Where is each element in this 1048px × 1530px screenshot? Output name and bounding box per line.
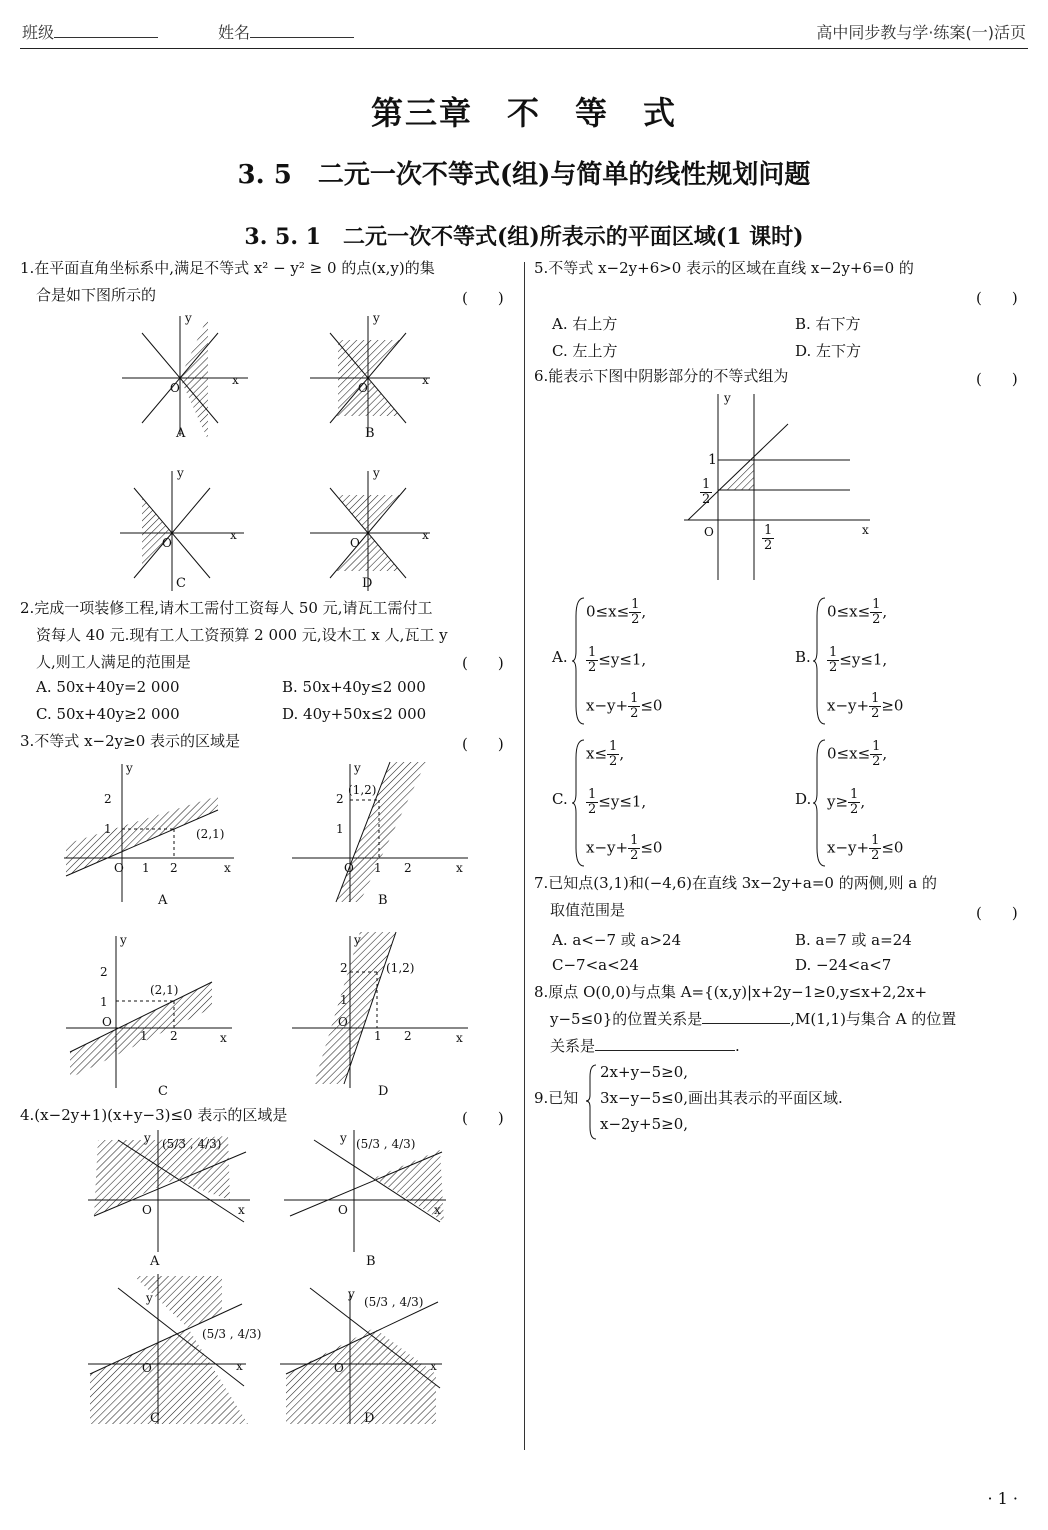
svg-text:2: 2 xyxy=(404,1029,412,1043)
q5-option-d[interactable]: D. 左下方 xyxy=(795,342,862,360)
q6-axis-half-x: $\frac{1}{2}$ xyxy=(764,523,773,553)
q5-option-a[interactable]: A. 右上方 xyxy=(552,315,618,333)
svg-text:2: 2 xyxy=(404,861,412,875)
series-title: 高中同步教与学·练案(一)活页 xyxy=(816,23,1026,42)
q5-option-b[interactable]: B. 右下方 xyxy=(795,315,861,333)
q6-text: 6.能表示下图中阴影部分的不等式组为 xyxy=(534,367,789,385)
svg-text:y: y xyxy=(354,933,361,947)
svg-text:x: x xyxy=(224,861,231,875)
q3-label-d: D xyxy=(378,1084,389,1099)
svg-text:O: O xyxy=(344,861,354,875)
svg-text:y: y xyxy=(348,1287,355,1301)
svg-text:(1,2): (1,2) xyxy=(348,783,377,797)
svg-text:(2,1): (2,1) xyxy=(196,827,225,841)
svg-text:1: 1 xyxy=(340,993,348,1007)
svg-text:2: 2 xyxy=(170,861,178,875)
q1-graph-b xyxy=(310,311,430,436)
svg-text:(1,2): (1,2) xyxy=(386,961,415,975)
svg-text:x: x xyxy=(456,1031,463,1045)
svg-text:O: O xyxy=(162,536,172,550)
q1-paren[interactable]: ( ) xyxy=(462,289,504,307)
q6-paren[interactable]: ( ) xyxy=(976,370,1018,388)
svg-text:y: y xyxy=(146,1291,153,1305)
svg-text:O: O xyxy=(142,1361,152,1375)
svg-text:1: 1 xyxy=(104,822,112,836)
svg-text:x: x xyxy=(434,1203,441,1217)
q8-text: 8.原点 O(0,0)与点集 A={(x,y)|x+2y−1≥0,y≤x+2,2x+ y−5≤0}的位置关系是 ,M(1,1)与集合 A 的位置 关系是 . xyxy=(534,983,957,1055)
svg-text:x: x xyxy=(422,528,429,542)
q3-paren[interactable]: ( ) xyxy=(462,735,504,753)
q4-graph-a xyxy=(88,1130,250,1252)
svg-text:x: x xyxy=(236,1359,243,1373)
svg-text:(2,1): (2,1) xyxy=(150,983,179,997)
q2-option-d[interactable]: D. 40y+50x≤2 000 xyxy=(282,705,427,723)
q4-text: 4.(x−2y+1)(x+y−3)≤0 表示的区域是 xyxy=(20,1106,288,1124)
svg-text:y: y xyxy=(373,466,380,480)
q1-graph-c xyxy=(120,466,244,591)
q1-graph-a xyxy=(122,311,248,440)
svg-text:O: O xyxy=(350,536,360,550)
q3-graph-a xyxy=(64,761,234,902)
svg-text:1: 1 xyxy=(142,861,150,875)
svg-text:O: O xyxy=(102,1015,112,1029)
q4-label-c: C xyxy=(150,1411,160,1426)
q4-label-d: D xyxy=(364,1411,375,1426)
svg-text:x: x xyxy=(238,1203,245,1217)
svg-text:O: O xyxy=(114,861,124,875)
class-label: 班级 xyxy=(22,23,55,42)
subsection-title: 3. 5. 1 二元一次不等式(组)所表示的平面区域(1 课时) xyxy=(244,224,804,250)
svg-text:O: O xyxy=(704,525,714,539)
q7-option-b[interactable]: B. a=7 或 a=24 xyxy=(795,931,912,949)
q4-graph-b xyxy=(284,1130,446,1252)
q6-axis-half-y: $\frac{1}{2}$ xyxy=(702,477,711,507)
chapter-title: 第三章 不 等 式 xyxy=(370,94,678,132)
svg-text:x: x xyxy=(862,523,869,537)
q7-option-d[interactable]: D. −24<a<7 xyxy=(795,956,892,974)
svg-text:y: y xyxy=(354,761,361,775)
svg-text:y: y xyxy=(373,311,380,325)
svg-text:y: y xyxy=(126,761,133,775)
svg-text:1: 1 xyxy=(336,822,344,836)
q7-paren[interactable]: ( ) xyxy=(976,904,1018,922)
svg-text:1: 1 xyxy=(374,861,382,875)
q2-text: 2.完成一项装修工程,请木工需付工资每人 50 元,请瓦工需付工 资每人 40 元.现有工人工资预算 2 000 元,设木工 x 人,瓦工 y 人,则工人满足的范围是 xyxy=(20,599,448,671)
q3-graph-d xyxy=(292,932,468,1088)
q4-graph-c xyxy=(88,1274,261,1424)
q4-graph-d xyxy=(280,1287,442,1424)
q1-label-a: A xyxy=(176,426,186,441)
q5-option-c[interactable]: C. 左上方 xyxy=(552,342,618,360)
svg-text:y: y xyxy=(724,391,731,405)
svg-text:O: O xyxy=(358,381,368,395)
q6-axis-one: 1 xyxy=(708,452,717,468)
svg-text:y: y xyxy=(177,466,184,480)
q2-option-b[interactable]: B. 50x+40y≤2 000 xyxy=(282,678,426,696)
q3-graph-c xyxy=(66,933,232,1088)
svg-text:2: 2 xyxy=(100,965,108,979)
q3-graph-b xyxy=(292,761,468,902)
svg-text:y: y xyxy=(120,933,127,947)
svg-text:2: 2 xyxy=(104,792,112,806)
svg-text:(5/3 , 4/3): (5/3 , 4/3) xyxy=(202,1327,262,1341)
q5-text: 5.不等式 x−2y+6>0 表示的区域在直线 x−2y+6=0 的 xyxy=(534,259,914,277)
svg-text:(5/3 , 4/3): (5/3 , 4/3) xyxy=(162,1137,222,1151)
svg-text:O: O xyxy=(338,1015,348,1029)
q4-paren[interactable]: ( ) xyxy=(462,1109,504,1127)
svg-text:x: x xyxy=(232,373,239,387)
q3-label-c: C xyxy=(158,1084,168,1099)
q3-label-a: A xyxy=(158,893,168,908)
q8-blank-2[interactable] xyxy=(595,1036,735,1051)
svg-text:x: x xyxy=(422,373,429,387)
svg-text:O: O xyxy=(338,1203,348,1217)
svg-text:x: x xyxy=(456,861,463,875)
svg-text:2: 2 xyxy=(340,961,348,975)
section-title: 3. 5 二元一次不等式(组)与简单的线性规划问题 xyxy=(237,160,811,190)
q1-label-d: D xyxy=(362,576,373,591)
svg-text:O: O xyxy=(334,1361,344,1375)
q7-option-a[interactable]: A. a<−7 或 a>24 xyxy=(552,931,682,949)
svg-text:1: 1 xyxy=(140,1029,148,1043)
svg-text:1: 1 xyxy=(100,995,108,1009)
q2-option-a[interactable]: A. 50x+40y=2 000 xyxy=(36,678,180,696)
q4-label-a: A xyxy=(150,1254,160,1269)
q1-text: 1.在平面直角坐标系中,满足不等式 x² − y² ≥ 0 的点(x,y)的集 合是如下图所示的 xyxy=(20,259,435,304)
q1-label-b: B xyxy=(365,426,375,441)
svg-text:2: 2 xyxy=(170,1029,178,1043)
q1-graph-d xyxy=(310,466,430,591)
svg-text:O: O xyxy=(142,1203,152,1217)
q7-text: 7.已知点(3,1)和(−4,6)在直线 3x−2y+a=0 的两侧,则 a 的 取值范围是 xyxy=(534,874,937,919)
svg-text:(5/3 , 4/3): (5/3 , 4/3) xyxy=(364,1295,424,1309)
svg-text:1: 1 xyxy=(374,1029,382,1043)
q4-label-b: B xyxy=(366,1254,376,1269)
q1-label-c: C xyxy=(176,576,186,591)
q2-paren[interactable]: ( ) xyxy=(462,654,504,672)
svg-text:2: 2 xyxy=(336,792,344,806)
q3-label-b: B xyxy=(378,893,388,908)
q3-text: 3.不等式 x−2y≥0 表示的区域是 xyxy=(20,732,241,750)
svg-text:(5/3 , 4/3): (5/3 , 4/3) xyxy=(356,1137,416,1151)
svg-text:y: y xyxy=(185,311,192,325)
name-label: 姓名 xyxy=(218,23,251,42)
svg-text:x: x xyxy=(220,1031,227,1045)
svg-text:x: x xyxy=(230,528,237,542)
q8-blank-1[interactable] xyxy=(702,1009,790,1024)
svg-text:y: y xyxy=(340,1131,347,1145)
q5-paren[interactable]: ( ) xyxy=(976,289,1018,307)
svg-text:O: O xyxy=(170,381,180,395)
page-number: · 1 · xyxy=(987,1489,1018,1508)
svg-text:y: y xyxy=(144,1131,151,1145)
q2-option-c[interactable]: C. 50x+40y≥2 000 xyxy=(36,705,180,723)
q7-option-c[interactable]: C−7<a<24 xyxy=(552,956,639,974)
svg-text:x: x xyxy=(430,1359,437,1373)
